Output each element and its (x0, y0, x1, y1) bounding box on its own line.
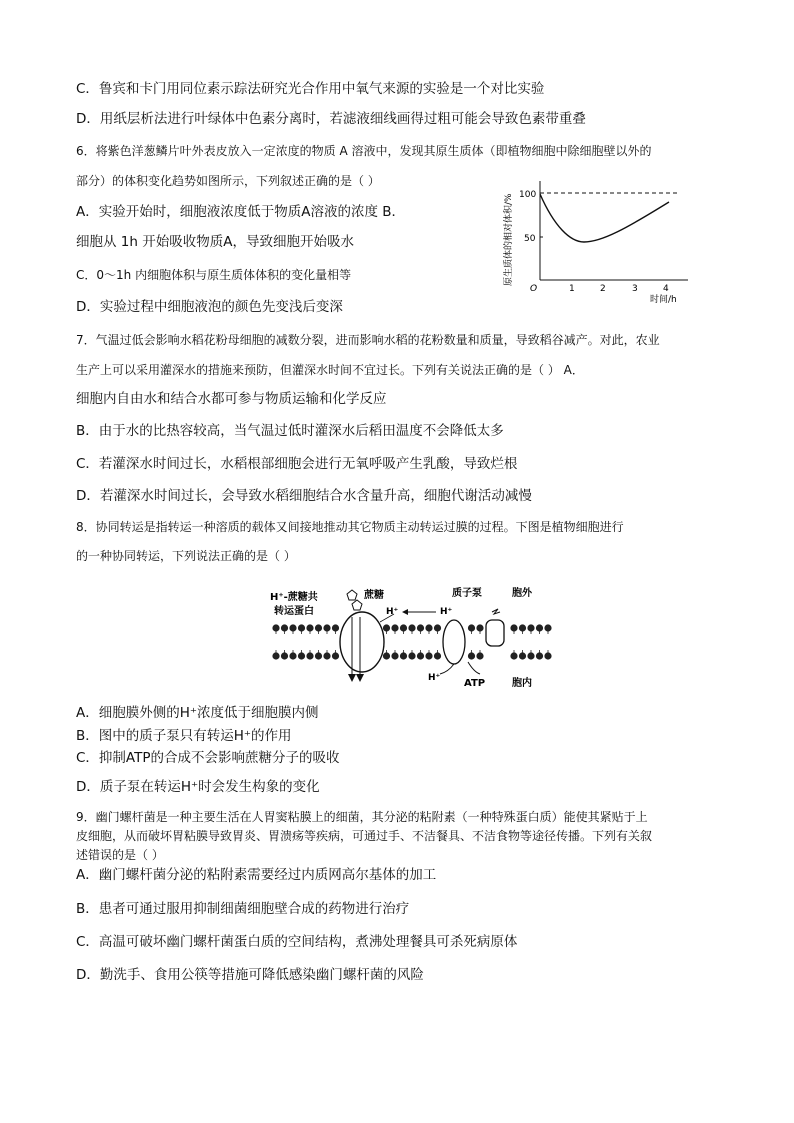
q5-option-d: D．用纸层析法进行叶绿体中色素分离时，若滤液细线画得过粗可能会导致色素带重叠 (76, 111, 586, 127)
volume-curve (540, 194, 669, 242)
graph-origin: O (530, 284, 538, 294)
q9-stem-2: 皮细胞，从而破坏胃粘膜导致胃炎、胃溃疡等疾病，可通过手、不洁餐具、不洁食物等途径传播。下列有关叙 (76, 829, 653, 843)
sucrose-molecule-icon (347, 590, 362, 610)
xtick-4: 4 (663, 284, 669, 294)
q7-stem-2: 生产上可以采用灌深水的措施来预防，但灌深水时间不宜过长。下列有关说法正确的是（ ） A． (76, 363, 584, 377)
sucrose-cotransporter (340, 612, 384, 672)
q6-option-b: 细胞从 1h 开始吸收物质A，导致细胞开始吸水 (76, 234, 354, 250)
q8-stem-2: 的一种协同转运，下列说法正确的是（ ） (76, 549, 296, 563)
q9-option-c: C．高温可破坏幽门螺杆菌蛋白质的空间结构，煮沸处理餐具可杀死病原体 (76, 934, 518, 950)
inside-label: 胞内 (512, 678, 532, 689)
proton-pump-label: 质子泵 (452, 588, 482, 599)
cotransport-diagram (268, 582, 558, 692)
cotransporter-label-1: H⁺-蔗糖共 (270, 592, 318, 603)
graph-ylabel: 原生质体的相对体积/% (504, 193, 514, 286)
q7-stem-1: 7．气温过低会影响水稻花粉母细胞的减数分裂，进而影响水稻的花粉数量和质量，导致稻谷减产。对此，农业 (76, 333, 660, 347)
outside-label: 胞外 (512, 588, 532, 599)
h-plus-label-1: H⁺ (386, 607, 399, 617)
xtick-1: 1 (569, 284, 575, 294)
sucrose-label: 蔗糖 (364, 590, 384, 601)
q6-option-a: A．实验开始时，细胞液浓度低于物质A溶液的浓度 B． (76, 204, 406, 220)
h-plus-label-2: H⁺ (440, 607, 453, 617)
protoplast-volume-graph (492, 176, 692, 305)
q9-option-d: D．勤洗手、食用公筷等措施可降低感染幽门螺杆菌的风险 (76, 967, 424, 983)
q8-stem-1: 8．协同转运是指转运一种溶质的载体又间接地推动其它物质主动转运过膜的过程。下图是植物细胞进行 (76, 520, 624, 534)
membrane-bilayer (273, 625, 551, 659)
other-membrane-protein (486, 620, 504, 646)
h-plus-label-3: H⁺ (428, 673, 441, 683)
cotransporter-label-2: 转运蛋白 (274, 606, 314, 617)
q5-option-c: C．鲁宾和卡门用同位素示踪法研究光合作用中氧气来源的实验是一个对比实验 (76, 81, 545, 97)
xtick-2: 2 (600, 284, 606, 294)
q7-option-a: 细胞内自由水和结合水都可参与物质运输和化学反应 (76, 391, 387, 407)
q8-option-b: B．图中的质子泵只有转运H⁺的作用 (76, 728, 292, 744)
q9-option-a: A．幽门螺杆菌分泌的粘附素需要经过内质网高尔基体的加工 (76, 867, 437, 883)
q9-stem-3: 述错误的是（ ） (76, 848, 164, 862)
graph-xlabel: 时间/h (650, 295, 677, 305)
q6-option-d: D．实验过程中细胞液泡的颜色先变浅后变深 (76, 299, 343, 315)
q6-stem-1: 6．将紫色洋葱鳞片叶外表皮放入一定浓度的物质 A 溶液中，发现其原生质体（即植物细胞中除细胞壁以外的 (76, 144, 652, 158)
q7-option-b: B．由于水的比热容较高，当气温过低时灌深水后稻田温度不会降低太多 (76, 423, 504, 439)
ytick-50: 50 (524, 234, 536, 244)
q9-stem-1: 9．幽门螺杆菌是一种主要生活在人胃窦粘膜上的细菌，其分泌的粘附素（一种特殊蛋白质）能使其紧贴于上 (76, 810, 648, 824)
q6-option-c: C．0～1h 内细胞体积与原生质体体积的变化量相等 (76, 268, 352, 282)
atp-label: ATP (464, 678, 486, 689)
q8-option-c: C．抑制ATP的合成不会影响蔗糖分子的吸收 (76, 750, 340, 766)
q8-option-a: A．细胞膜外侧的H⁺浓度低于细胞膜内侧 (76, 705, 319, 721)
ytick-100: 100 (519, 190, 537, 200)
q6-stem-2: 部分）的体积变化趋势如图所示，下列叙述正确的是（ ） (76, 174, 380, 188)
q7-option-d: D．若灌深水时间过长，会导致水稻细胞结合水含量升高，细胞代谢活动减慢 (76, 488, 532, 504)
proton-pump (443, 620, 465, 664)
q7-option-c: C．若灌深水时间过长，水稻根部细胞会进行无氧呼吸产生乳酸，导致烂根 (76, 456, 518, 472)
xtick-3: 3 (632, 284, 638, 294)
q8-option-d: D．质子泵在转运H⁺时会发生构象的变化 (76, 779, 320, 795)
q9-option-b: B．患者可通过服用抑制细菌细胞壁合成的药物进行治疗 (76, 901, 410, 917)
